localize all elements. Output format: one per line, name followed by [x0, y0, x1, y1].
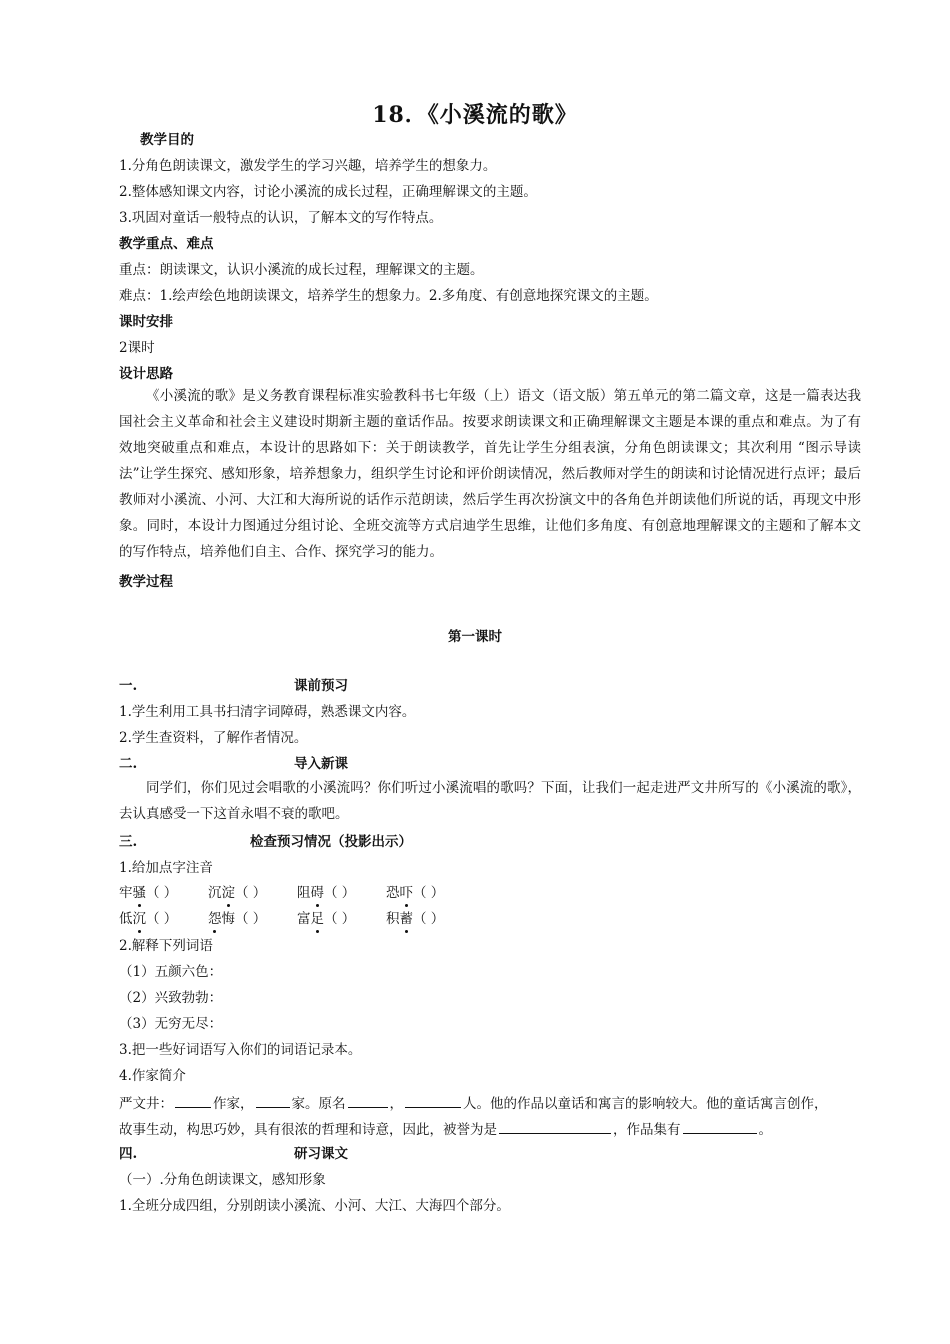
- list-item: 1.全班分成四组，分别朗读小溪流、小河、大江、大海四个部分。: [119, 1198, 510, 1214]
- fill-blank[interactable]: [405, 1093, 461, 1108]
- bio-text: 作家，: [213, 1096, 254, 1112]
- process-heading: 教学过程: [119, 574, 173, 590]
- list-item: 1.学生利用工具书扫清字词障碍，熟悉课文内容。: [119, 704, 416, 720]
- section-1-heading: [119, 677, 348, 695]
- bio-text: ，作品集有: [613, 1122, 681, 1138]
- lesson-title: 第一课时: [448, 629, 502, 645]
- bio-text: ，: [389, 1096, 403, 1112]
- question-3: 3.把一些好词语写入你们的词语记录本。: [119, 1042, 362, 1058]
- author-bio-line-2: [119, 1119, 772, 1139]
- question-2: 2.解释下列词语: [119, 938, 213, 954]
- answer-blank[interactable]: （ ）: [146, 911, 178, 927]
- section-number: 四.: [119, 1146, 138, 1162]
- term-item: （3）无穷无尽：: [119, 1016, 223, 1032]
- section-3-heading: [119, 833, 412, 851]
- objective-item: 1.分角色朗读课文，激发学生的学习兴趣，培养学生的想象力。: [119, 158, 497, 174]
- answer-blank[interactable]: （ ）: [413, 885, 445, 901]
- section-title: 研习课文: [294, 1146, 348, 1162]
- section-title: 课前预习: [294, 678, 348, 694]
- objective-item: 3.巩固对童话一般特点的认识，了解本文的写作特点。: [119, 210, 443, 226]
- design-heading: 设计思路: [119, 366, 173, 382]
- answer-blank[interactable]: （ ）: [235, 885, 267, 901]
- focus-key: 重点：朗读课文，认识小溪流的成长过程，理解课文的主题。: [119, 262, 484, 278]
- section-2-heading: [119, 755, 348, 773]
- focus-heading: 教学重点、难点: [119, 236, 214, 252]
- section-title: 导入新课: [294, 756, 348, 772]
- pinyin-row-2: 低沉（ ） 怨悔（ ） 富足（ ） 积蓄（ ）: [119, 910, 475, 928]
- fill-blank[interactable]: [499, 1119, 611, 1134]
- section-4-heading: [119, 1145, 348, 1163]
- objectives-heading: 教学目的: [140, 132, 194, 148]
- bio-text: 人。他的作品以童话和寓言的影响较大。他的童话寓言创作，: [463, 1096, 828, 1112]
- focus-difficult: 难点：1.绘声绘色地朗读课文，培养学生的想象力。2.多角度、有创意地探究课文的主题。: [119, 288, 658, 304]
- section-title: 检查预习情况（投影出示）: [250, 834, 412, 850]
- fill-blank[interactable]: [256, 1093, 290, 1108]
- answer-blank[interactable]: （ ）: [413, 911, 445, 927]
- answer-blank[interactable]: （ ）: [324, 911, 356, 927]
- section-number: 一.: [119, 678, 138, 694]
- fill-blank[interactable]: [683, 1119, 757, 1134]
- page-title: 18．《小溪流的歌》: [372, 102, 578, 128]
- question-1: 1.给加点字注音: [119, 860, 213, 876]
- subsection-title: （一）.分角色朗读课文，感知形象: [119, 1172, 326, 1188]
- bio-text: 严文井：: [119, 1096, 173, 1112]
- pinyin-row-1: 牢骚（ ） 沉淀（ ） 阻碍（ ） 恐吓（ ）: [119, 884, 475, 902]
- schedule-value: 2课时: [119, 340, 155, 356]
- author-bio-line-1: [119, 1093, 828, 1113]
- question-4: 4.作家简介: [119, 1068, 186, 1084]
- term-item: （2）兴致勃勃：: [119, 990, 223, 1006]
- term-item: （1）五颜六色：: [119, 964, 223, 980]
- answer-blank[interactable]: （ ）: [235, 911, 267, 927]
- bio-text: 。: [758, 1122, 772, 1138]
- answer-blank[interactable]: （ ）: [324, 885, 356, 901]
- list-item: 2.学生查资料，了解作者情况。: [119, 730, 308, 746]
- objective-item: 2.整体感知课文内容，讨论小溪流的成长过程，正确理解课文的主题。: [119, 184, 537, 200]
- bio-text: 家。原名: [291, 1096, 346, 1112]
- fill-blank[interactable]: [175, 1093, 211, 1108]
- section-number: 二.: [119, 756, 138, 772]
- schedule-heading: 课时安排: [119, 314, 173, 330]
- section-number: 三.: [119, 834, 138, 850]
- design-paragraph: 《小溪流的歌》是义务教育课程标准实验教科书七年级（上）语文（语文版）第五单元的第二篇文章，这是一篇表达我国社会主义革命和社会主义建设时期新主题的童话作品。按要求朗读课文和正确理解课文主题是本课的重点和难点。为了有效地突破重点和难点，本设计的思路如下：关于朗读教学，首先让学生分组表演，分角色朗读课文；其次利用 “图示导读法”让学生探究、感知形象，培养想象力，组织学生讨论和评价朗读情况，然后教师对学生的朗读和讨论情况进行点评；最后教师对小溪流、小河、大江和大海所说的话作示范朗读，然后学生再次扮演文中的各角色并朗读他们所说的话，再现文中形象。同时，本设计力图通过分组讨论、全班交流等方式启迪学生思维，让他们多角度、有创意地理解课文的主题和了解本文的写作特点，培养他们自主、合作、探究学习的能力。: [119, 388, 861, 560]
- bio-text: 故事生动，构思巧妙，具有很浓的哲理和诗意，因此，被誉为是: [119, 1122, 497, 1138]
- intro-paragraph: 同学们，你们见过会唱歌的小溪流吗？你们听过小溪流唱的歌吗？下面，让我们一起走进严文井所写的《小溪流的歌》，去认真感受一下这首永唱不衰的歌吧。: [119, 780, 861, 822]
- fill-blank[interactable]: [348, 1093, 388, 1108]
- answer-blank[interactable]: （ ）: [146, 885, 178, 901]
